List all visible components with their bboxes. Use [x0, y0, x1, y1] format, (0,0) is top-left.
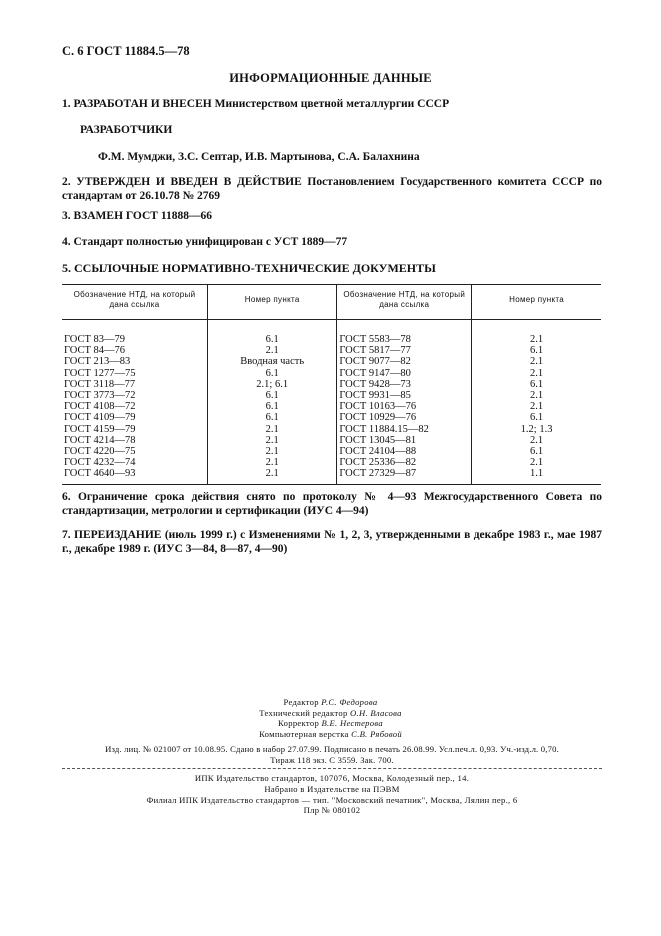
table-row — [62, 468, 601, 484]
cell-clause-right: 2.1 — [530, 434, 544, 446]
col-header-designation-right: Обозначение НТД, на который дана ссылка — [337, 285, 472, 320]
credit-corrector — [0, 718, 661, 729]
cell-designation-right: ГОСТ 5817—77 — [337, 345, 472, 356]
cell-designation-left: ГОСТ 3773—72 — [62, 390, 208, 401]
cell-designation-right: ГОСТ 13045—81 — [337, 435, 472, 446]
cell-clause-left: 2.1 — [208, 435, 337, 446]
cell-clause-right: 6.1 — [530, 446, 544, 458]
credit-layout — [0, 729, 661, 740]
item-7: 7. ПЕРЕИЗДАНИЕ (июль 1999 г.) с Изменениями № 1, 2, 3, утвержденными в декабре 1983 г., мае 1987 г., декабре 1989 г. (ИУС 3—84, 8—87, 4—90) — [62, 529, 602, 555]
developers-list: Ф.М. Мумджи, З.С. Септар, И.В. Мартынова, С.А. Балахнина — [98, 151, 420, 163]
cell-clause-right: 2.1 — [530, 334, 544, 345]
cell-designation-left: ГОСТ 4232—74 — [62, 457, 208, 468]
table-body — [62, 320, 601, 485]
item-1 — [62, 97, 602, 111]
item-2 — [62, 175, 602, 203]
cell-designation-left: ГОСТ 4159—79 — [62, 424, 208, 435]
item-6: 6. Ограничение срока действия снято по протоколу № 4—93 Межгосударственного Совета по стандартизации, метрологии и сертификации (ИУС 4—94) — [62, 491, 602, 517]
cell-designation-left: ГОСТ 213—83 — [62, 356, 208, 367]
cell-designation-left: ГОСТ 4108—72 — [62, 401, 208, 412]
cell-designation-right: ГОСТ 5583—78 — [337, 320, 472, 346]
cell-designation-left: ГОСТ 4214—78 — [62, 435, 208, 446]
item-1-number: 1. — [62, 98, 71, 110]
imprint-line-1: Изд. лиц. № 021007 от 10.08.95. Сдано в набор 27.07.99. Подписано в печать 26.08.99. Усл.печ.л. 0,93. Уч.-изд.л. 0,70. — [105, 744, 559, 754]
cell-designation-left: ГОСТ 3118—77 — [62, 379, 208, 390]
cell-designation-right: ГОСТ 9428—73 — [337, 379, 472, 390]
cell-clause-right: 6.1 — [530, 345, 544, 357]
cell-clause-left: 2.1 — [208, 457, 337, 468]
item-2-number: 2. — [62, 176, 71, 188]
credit-layout-label: Компьютерная верстка — [259, 728, 349, 739]
cell-designation-right: ГОСТ 11884.15—82 — [337, 424, 472, 435]
table-row — [62, 320, 601, 346]
item-3: 3. ВЗАМЕН ГОСТ 11888—66 — [62, 210, 212, 222]
cell-clause-left: 6.1 — [208, 401, 337, 412]
publisher-block — [62, 773, 602, 816]
cell-designation-left: ГОСТ 84—76 — [62, 345, 208, 356]
imprint-block — [62, 744, 602, 765]
table-row — [62, 390, 601, 401]
table-row — [62, 435, 601, 446]
cell-clause-right: 2.1 — [530, 367, 544, 379]
table-row — [62, 457, 601, 468]
cell-clause-left: 6.1 — [208, 368, 337, 379]
cell-designation-left: ГОСТ 4109—79 — [62, 412, 208, 423]
item-2-text: Постановлением Государственного комитета СССР по стандартам от 26.10.78 № 2769 — [62, 176, 602, 202]
cell-clause-right: 1.1 — [472, 468, 601, 484]
publisher-line-2: Набрано в Издательстве на ПЭВМ — [264, 783, 400, 794]
cell-clause-left: 6.1 — [208, 320, 337, 346]
table-row — [62, 368, 601, 379]
cell-clause-left: 2.1 — [208, 424, 337, 435]
developers-heading: РАЗРАБОТЧИКИ — [80, 124, 173, 136]
cell-designation-right: ГОСТ 24104—88 — [337, 446, 472, 457]
credit-corrector-label: Корректор — [278, 718, 320, 728]
publisher-line-4: Плр № 080102 — [303, 805, 361, 816]
publisher-line-1: ИПК Издательство стандартов, 107076, Москва, Колодезный пер., 14. — [194, 773, 470, 783]
cell-clause-left: 2.1; 6.1 — [208, 379, 337, 390]
cell-clause-right: 2.1 — [530, 457, 544, 469]
cell-designation-right: ГОСТ 9147—80 — [337, 368, 472, 379]
credit-tech-editor-name: О.Н. Власова — [350, 707, 402, 718]
cell-designation-right: ГОСТ 9077—82 — [337, 356, 472, 367]
cell-designation-right: ГОСТ 9931—85 — [337, 390, 472, 401]
table-row — [62, 446, 601, 457]
cell-designation-left: ГОСТ 4220—75 — [62, 446, 208, 457]
cell-clause-right: 6.1 — [530, 412, 544, 424]
credit-editor-label: Редактор — [283, 697, 319, 707]
cell-clause-right: 6.1 — [530, 378, 544, 390]
credit-editor — [0, 697, 661, 708]
table-header-row — [62, 285, 601, 320]
table-row — [62, 412, 601, 423]
cell-clause-left: Вводная часть — [208, 356, 337, 367]
credit-editor-name: Р.С. Федорова — [321, 697, 378, 707]
document-title: ИНФОРМАЦИОННЫЕ ДАННЫЕ — [229, 71, 432, 85]
table-row — [62, 345, 601, 356]
cell-designation-left: ГОСТ 1277—75 — [62, 368, 208, 379]
table-row — [62, 401, 601, 412]
item-1-text: Министерством цветной металлургии СССР — [214, 98, 450, 110]
cell-designation-left: ГОСТ 83—79 — [62, 320, 208, 346]
cell-clause-right: 2.1 — [530, 356, 544, 368]
imprint-line-2: Тираж 118 экз. С 3559. Зак. 700. — [270, 754, 394, 765]
table-row — [62, 356, 601, 367]
cell-designation-left: ГОСТ 4640—93 — [62, 468, 208, 484]
table-row — [62, 379, 601, 390]
credit-tech-editor — [0, 708, 661, 719]
col-header-clause-right: Номер пункта — [472, 285, 601, 320]
cell-clause-left: 6.1 — [208, 390, 337, 401]
credit-corrector-name: В.Е. Нестерова — [321, 718, 383, 728]
cell-designation-right: ГОСТ 25336—82 — [337, 457, 472, 468]
cell-clause-right: 2.1 — [530, 390, 544, 402]
cell-clause-left: 6.1 — [208, 412, 337, 423]
credit-layout-name: С.В. Рябовой — [351, 728, 402, 739]
item-2-caps: УТВЕРЖДЕН И ВВЕДЕН В ДЕЙСТВИЕ — [76, 176, 302, 188]
table-row — [62, 424, 601, 435]
publisher-line-3: Филиал ИПК Издательство стандартов — тип. "Московский печатник", Москва, Лялин пер., 6 — [146, 794, 518, 805]
credits-block — [0, 697, 661, 739]
col-header-clause-left: Номер пункта — [208, 285, 337, 320]
cell-clause-right: 1.2; 1.3 — [520, 423, 553, 435]
cell-designation-right: ГОСТ 10929—76 — [337, 412, 472, 423]
page-header: С. 6 ГОСТ 11884.5—78 — [62, 44, 190, 58]
col-header-designation-left: Обозначение НТД, на который дана ссылка — [62, 285, 208, 320]
cell-clause-left: 2.1 — [208, 446, 337, 457]
credit-tech-editor-label: Технический редактор — [259, 707, 348, 718]
item-4: 4. Стандарт полностью унифицирован с УСТ 1889—77 — [62, 236, 348, 248]
item-1-caps: РАЗРАБОТАН И ВНЕСЕН — [73, 98, 212, 110]
cell-designation-right: ГОСТ 10163—76 — [337, 401, 472, 412]
cell-clause-left: 2.1 — [208, 345, 337, 356]
divider — [62, 768, 602, 769]
cell-clause-left: 2.1 — [208, 468, 337, 484]
cell-designation-right: ГОСТ 27329—87 — [337, 468, 472, 484]
cell-clause-right: 2.1 — [530, 401, 544, 413]
item-5: 5. ССЫЛОЧНЫЕ НОРМАТИВНО-ТЕХНИЧЕСКИЕ ДОКУМЕНТЫ — [62, 261, 436, 275]
references-table — [62, 284, 601, 485]
